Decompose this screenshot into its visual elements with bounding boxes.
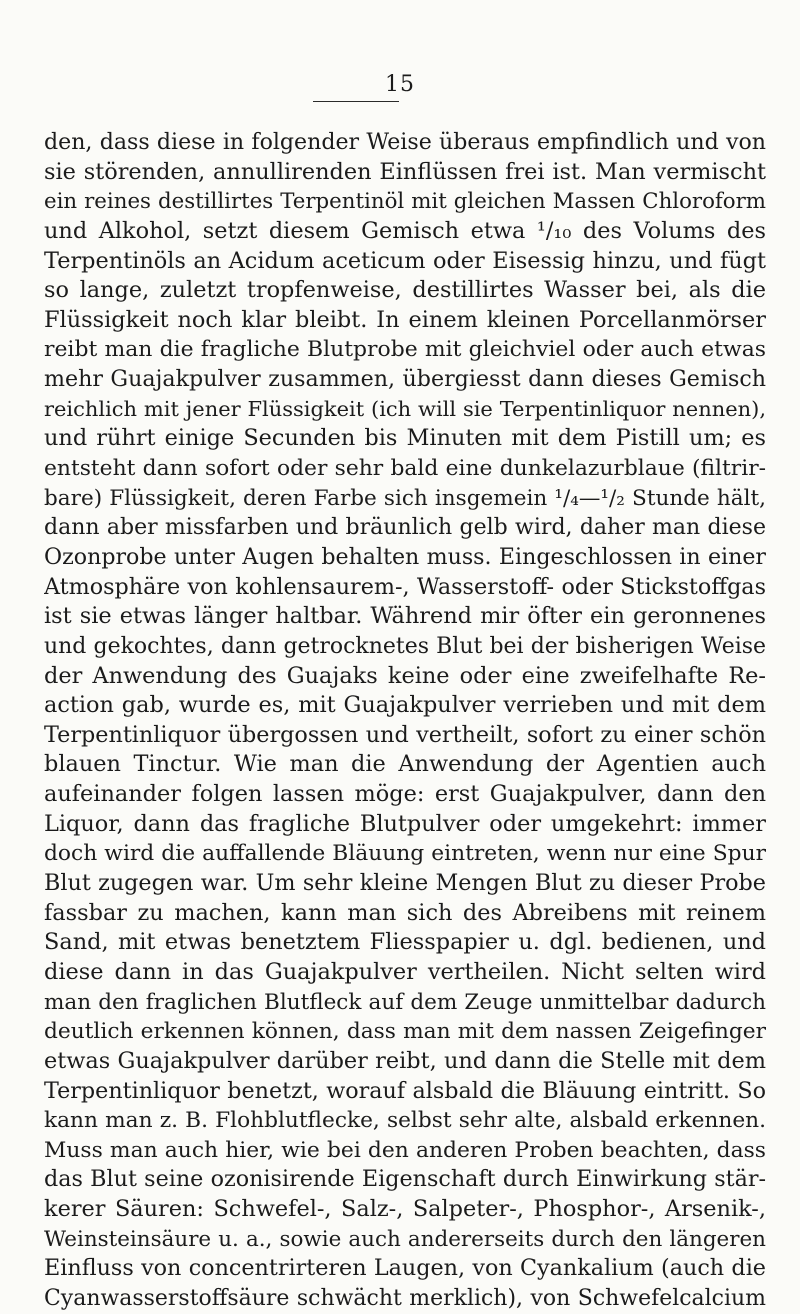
text-line: sie störenden, annullirenden Einflüssen frei ist. Man vermischt [44,158,766,185]
text-line: Einfluss von concentrirteren Laugen, von Cyankalium (auch die [44,1255,766,1282]
text-line: Terpentinliquor benetzt, worauf alsbald die Bläuung eintritt. So [44,1077,766,1104]
text-line: reibt man die fragliche Blutprobe mit gleichviel oder auch etwas [44,337,766,363]
text-line: action gab, wurde es, mit Guajakpulver verrieben und mit dem [44,692,766,719]
text-line: und gekochtes, dann getrocknetes Blut bei der bisherigen Weise [44,633,766,659]
text-line: reichlich mit jener Flüssigkeit (ich will sie Terpentinliquor nennen), [44,396,766,421]
header-rule [313,101,399,102]
text-line: man den fraglichen Blutfleck auf dem Zeuge unmittelbar dadurch [44,989,766,1015]
text-line: das Blut seine ozonisirende Eigenschaft durch Einwirkung stär- [44,1166,766,1193]
page-number: 15 [385,72,415,97]
text-line: aufeinander folgen lassen möge: erst Guajakpulver, dann den [44,781,766,808]
text-line: doch wird die auffallende Bläuung eintreten, wenn nur eine Spur [44,841,766,867]
text-line: Muss man auch hier, wie bei den anderen Proben beachten, dass [44,1137,766,1163]
text-line: dann aber missfarben und bräunlich gelb wird, daher man diese [44,515,766,541]
text-line: bare) Flüssigkeit, deren Farbe sich insgemein ¹/₄—¹/₂ Stunde hält, [44,485,766,511]
text-line: Terpentinöls an Acidum aceticum oder Eisessig hinzu, und fügt [44,247,766,274]
text-line: und Alkohol, setzt diesem Gemisch etwa ¹/₁₀ des Volums des [44,217,766,244]
text-line: Liquor, dann das fragliche Blutpulver oder umgekehrt: immer [44,810,766,837]
text-line: und rührt einige Secunden bis Minuten mit dem Pistill um; es [44,425,766,452]
text-line: ein reines destillirtes Terpentinöl mit gleichen Massen Chloroform [44,189,766,215]
text-line: so lange, zuletzt tropfenweise, destillirtes Wasser bei, als die [44,277,766,304]
body-text [44,128,766,1314]
text-line: ist sie etwas länger haltbar. Während mir öfter ein geronnenes [44,603,766,630]
text-line: Weinsteinsäure u. a., sowie auch andererseits durch den längeren [44,1226,766,1252]
text-line: diese dann in das Guajakpulver vertheilen. Nicht selten wird [44,958,766,985]
text-line: mehr Guajakpulver zusammen, übergiesst dann dieses Gemisch [44,366,766,393]
text-line: kerer Säuren: Schwefel-, Salz-, Salpeter-, Phosphor-, Arsenik-, [44,1196,766,1223]
text-line: fassbar zu machen, kann man sich des Abreibens mit reinem [44,899,766,926]
text-line: kann man z. B. Flohblutflecke, selbst sehr alte, alsbald erkennen. [44,1108,766,1134]
text-line: Ozonprobe unter Augen behalten muss. Eingeschlossen in einer [44,543,766,570]
text-line: den, dass diese in folgender Weise überaus empfindlich und von [44,129,766,155]
text-line: der Anwendung des Guajaks keine oder eine zweifelhafte Re- [44,662,766,689]
text-line: blauen Tinctur. Wie man die Anwendung der Agentien auch [44,751,766,778]
text-line: Blut zugegen war. Um sehr kleine Mengen Blut zu dieser Probe [44,870,766,897]
text-line: entsteht dann sofort oder sehr bald eine dunkelazurblaue (filtrir- [44,456,766,482]
text-line: Atmosphäre von kohlensaurem-, Wasserstoff- oder Stickstoffgas [44,573,766,600]
text-line: Cyanwasserstoffsäure schwächt merklich), von Schwefelcalcium [44,1285,766,1311]
text-line: Flüssigkeit noch klar bleibt. In einem kleinen Porcellanmörser [44,306,766,333]
text-line: Terpentinliquor übergossen und vertheilt, sofort zu einer schön [44,721,766,748]
text-line: deutlich erkennen können, dass man mit dem nassen Zeigefinger [44,1019,766,1045]
text-line: Sand, mit etwas benetztem Fliesspapier u. dgl. bedienen, und [44,929,766,956]
text-line: etwas Guajakpulver darüber reibt, und dann die Stelle mit dem [44,1047,766,1074]
